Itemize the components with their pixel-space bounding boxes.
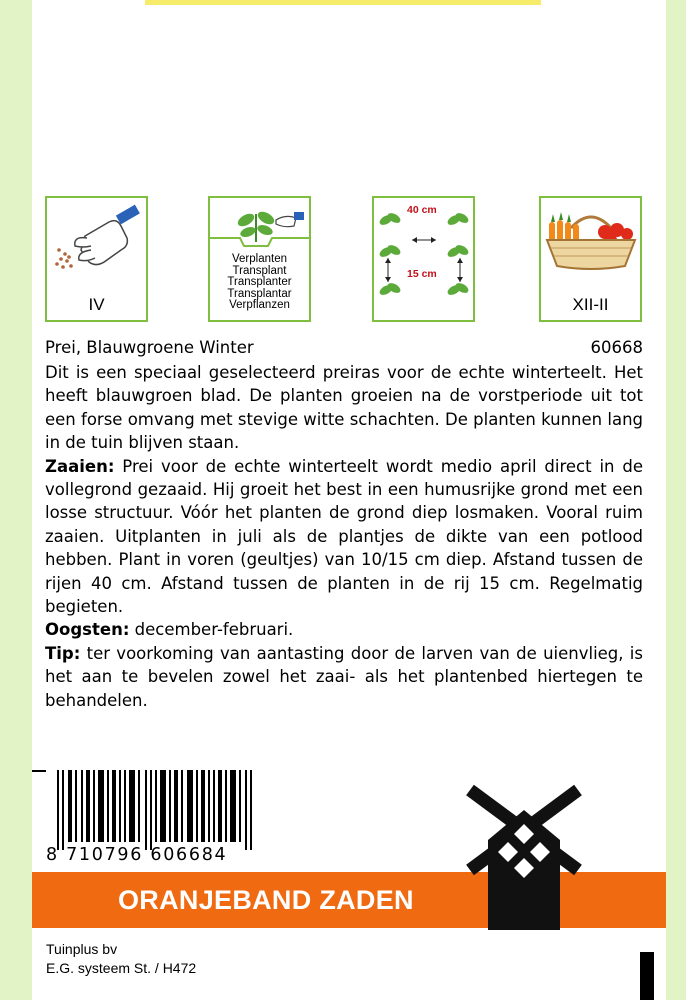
row-distance-label: 40 cm xyxy=(407,204,437,216)
vegetable-basket-icon xyxy=(541,198,640,288)
transplant-icon-box xyxy=(208,196,311,322)
left-margin-strip xyxy=(0,0,32,1000)
top-yellow-bar xyxy=(145,0,541,5)
publisher-name: Tuinplus bv xyxy=(46,941,118,957)
growing-instructions xyxy=(45,361,643,712)
brand-name: ORANJEBAND ZADEN xyxy=(118,885,414,915)
barcode-number: 8 710796 606684 xyxy=(46,845,228,865)
transplant-label-es: Transplantar xyxy=(227,287,292,300)
tip-heading: Tip: xyxy=(45,643,81,663)
harvest-icon-box xyxy=(539,196,642,322)
sowing-icon-box xyxy=(45,196,148,322)
windmill-logo-icon xyxy=(458,780,590,930)
transplant-label-nl: Verplanten xyxy=(232,253,287,265)
spacing-icon-box xyxy=(372,196,475,322)
product-number: 60668 xyxy=(590,338,643,357)
description-paragraph: Dit is een speciaal geselecteerd preiras voor de echte winterteelt. Het heeft blauwgroen blad. De planten groeien na de vorstperiode uit tot een forse omvang met stevige witte schachten. De planten kunnen lang in de tuin blijven staan. xyxy=(45,363,643,453)
product-name: Prei, Blauwgroene Winter xyxy=(45,338,254,357)
transplant-label-en: Transplant xyxy=(232,264,287,277)
plant-distance-label: 15 cm xyxy=(407,268,437,280)
tip-paragraph xyxy=(45,642,643,712)
right-margin-strip xyxy=(666,0,686,1000)
sowing-month-label: IV xyxy=(88,295,105,314)
sowing-hand-icon xyxy=(47,198,146,298)
harvest-heading: Oogsten: xyxy=(45,620,130,640)
harvest-paragraph xyxy=(45,618,643,641)
seedling-icon xyxy=(210,198,309,258)
plant-spacing-icon xyxy=(374,198,473,320)
sowing-paragraph xyxy=(45,455,643,619)
sowing-heading: Zaaien: xyxy=(45,456,115,476)
sowing-text: Prei voor de echte winterteelt wordt medio april direct in de vollegrond gezaaid. Hij groeit het best in een humusrijke grond met een losse structuur. Vóór het planten de grond diep losmaken. Vooral ruim zaaien. Uitplanten in juli als de plantjes de dikte van een potlood hebben. Plant in voren (geultjes) van 10/15 cm diep. Afstand tussen de rijen 40 cm. Afstand tussen de planten in de rij 15 cm. Regelmatig begieten. xyxy=(45,456,643,617)
harvest-text: december-februari. xyxy=(129,620,294,640)
tip-text: ter voorkoming van aantasting door de larven van de uienvlieg, is het aan te bevelen zowel het zaai- als het plantenbed hiertegen te behandelen. xyxy=(45,643,643,710)
transplant-label-fr: Transplanter xyxy=(227,276,292,288)
bottom-black-strip xyxy=(640,952,654,1000)
publisher-info xyxy=(46,940,196,978)
transplant-label-de: Verpflanzen xyxy=(229,299,290,311)
quality-standard: E.G. systeem St. / H472 xyxy=(46,960,197,976)
harvest-months-label: XII-II xyxy=(572,295,609,314)
transplant-label-list xyxy=(210,254,309,312)
product-title-row xyxy=(45,338,643,362)
